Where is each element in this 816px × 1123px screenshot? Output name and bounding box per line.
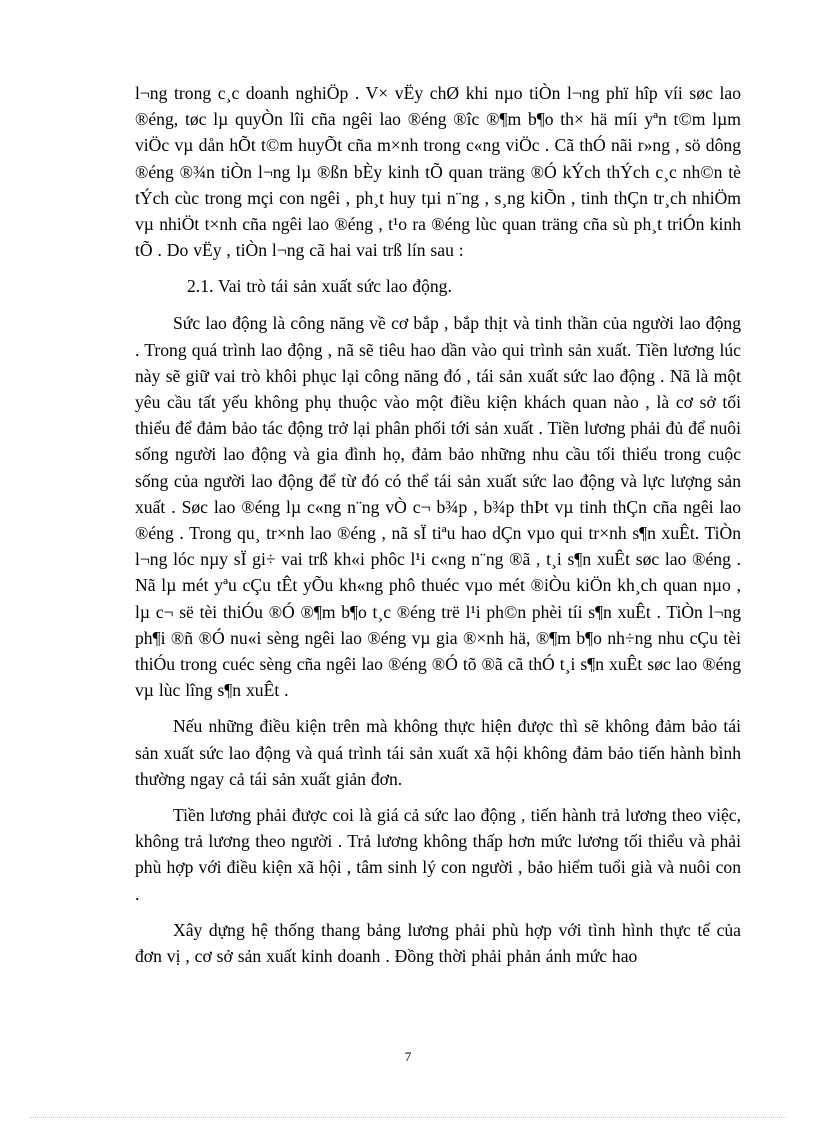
page-bottom-divider [30, 1117, 786, 1118]
paragraph-wage-price: Tiền lương phải được coi là giá cả sức lao động , tiến hành trả lương theo việc, không trả lương theo người . Trả lương không thấp hơn mức lương tối thiểu và phải phù hợp với điều kiện xã hội , tâm sinh lý con người , bảo hiểm tuổi già và nuôi con . [135, 805, 741, 904]
paragraph-labor-power: Sức lao động là công năng về cơ bắp , bắp thịt và tinh thần của người lao động . Trong quá trình lao động , nã sẽ tiêu hao dần vào qui trình sản xuất. Tiền lương lúc này sẽ giữ vai trò khôi phục lại công năng đó , tái sản xuất sức lao động . Nã là một yêu cầu tất yếu không phụ thuộc vào một điều kiện khách quan nào , là cơ sở tối thiểu để đảm bảo tác động trở lại phân phối tới sản xuất . Tiền lương phải đủ để nuôi sống người lao động và gia đình họ, đảm bảo những nhu cầu tối thiểu trong cuộc sống của người lao động để từ đó có thể tái sản xuất sức lao động và lực lượng sản xuất . Søc lao ®éng lµ c«ng n¨ng vÒ c¬ b¾p , b¾p thÞt vµ tinh thÇn cña ngêi lao ®éng . Trong qu¸ tr×nh lao ®éng , nã sÏ tiªu hao dÇn vµo qui tr×nh s¶n xuÊt. TiÒn l¬ng lóc nµy sÏ gi÷ vai trß kh«i phôc l¹i c«ng n¨ng ®ã , t¸i s¶n xuÊt søc lao ®éng . Nã lµ mét yªu cÇu tÊt yÕu kh«ng phô thuéc vµo mét ®iÒu kiÖn kh¸ch quan nµo , lµ c¬ së tèi thiÓu ®Ó ®¶m b¶o t¸c ®éng trë l¹i ph©n phèi tíi s¶n xuÊt . TiÒn l¬ng ph¶i ®ñ ®Ó nu«i sèng ngêi lao ®éng vµ gia ®×nh hä, ®¶m b¶o nh÷ng nhu cÇu tèi thiÓu trong cuéc sèng cña ngêi lao ®éng ®Ó tõ ®ã cã thÓ t¸i s¶n xuÊt søc lao ®éng vµ lùc lîng s¶n xuÊt . [135, 313, 741, 701]
paragraph-intro: l¬ng trong c¸c doanh nghiÖp . V× vËy chØ khi nµo tiÒn l¬ng phï hîp víi søc lao ®éng, tøc lµ quyÒn lîi cña ngêi lao ®éng ®îc ®¶m b¶o th× hä míi yªn t©m lµm viÖc vµ dån hÕt t©m huyÕt cña m×nh trong c«ng viÖc . Cã thÓ nãi r»ng , sö dông ®éng ®¾n tiÒn l¬ng lµ ®ßn bÈy kinh tÕ quan träng ®Ó kÝch thÝch c¸c nh©n tè tÝch cùc trong mçi con ngêi , ph¸t huy tµi n¨ng , s¸ng kiÕn , tinh thÇn tr¸ch nhiÖm vµ nhiÖt t×nh cña ngêi lao ®éng , t¹o ra ®éng lùc quan träng cña sù ph¸t triÓn kinh tÕ . Do vËy , tiÒn l¬ng cã hai vai trß lín sau : [135, 83, 741, 261]
page-body [135, 80, 741, 969]
page-number: 7 [404, 1049, 412, 1064]
paragraph-pay-scale: Xây dựng hệ thống thang bảng lương phải phù hợp với tình hình thực tế của đơn vị , cơ sở sản xuất kinh doanh . Đồng thời phải phản ánh mức hao [135, 919, 741, 967]
paragraph-conditions: Nếu những điều kiện trên mà không thực hiện được thì sẽ không đảm bảo tái sản xuất sức lao động và quá trình tái sản xuất xã hội không đảm bảo tiến hành bình thường ngay cả tái sản xuất giản đơn. [135, 716, 741, 789]
section-heading: 2.1. Vai trò tái sản xuất sức lao động. [187, 276, 452, 297]
